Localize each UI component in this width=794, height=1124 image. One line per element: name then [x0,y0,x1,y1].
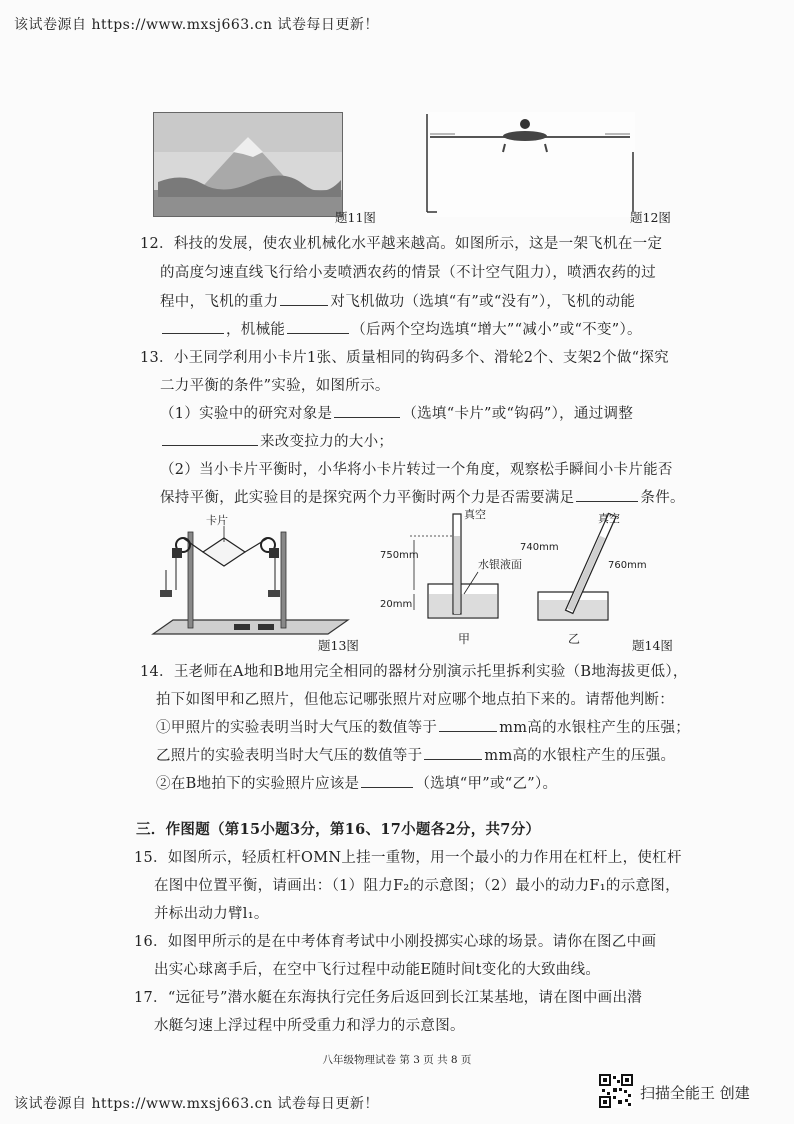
q13-blank-2[interactable] [162,444,258,446]
q14-line4-b: mm高的水银柱产生的压强。 [484,748,676,764]
q14-line4-a: 乙照片的实验表明当时大气压的数值等于 [156,748,423,764]
qr-code-icon [599,1074,633,1108]
q15-line3: 并标出动力臂l₁。 [154,906,269,922]
q14-line4 [156,744,675,765]
fig14-label-750: 750mm [380,550,419,561]
q12-line4-a: ，机械能 [226,322,286,338]
q13-line6-a: 保持平衡，此实验目的是探究两个力平衡时两个力是否需要满足 [160,490,575,506]
scanner-credit: 扫描全能王 创建 [640,1084,750,1102]
q12-line4-b: （后两个空均选填“增大”“减小”或“不变”）。 [351,322,642,338]
q14-line3-b: mm高的水银柱产生的压强； [499,720,691,736]
q16-line1: 16．如图甲所示的是在中考体育考试中小刚投掷实心球的场景。请你在图乙中画 [134,934,657,950]
fig14-mercury-label: 水银液面 [478,558,522,571]
q17-line1: 17．“远征号”潜水艇在东海执行完任务后返回到长江某基地，请在图中画出潜 [134,990,643,1006]
q14-blank-2[interactable] [424,758,482,760]
q13-line4-text: 来改变拉力的大小； [260,434,394,450]
fig14-label-760: 760mm [608,560,647,571]
fig14-diagram [380,500,680,650]
fig13-diagram [148,512,368,647]
page-info: 八年级物理试卷 第 3 页 共 8 页 [322,1054,472,1066]
fig12-caption: 题12图 [630,210,671,225]
q12-line1: 12．科技的发展，使农业机械化水平越来越高。如图所示，这是一架飞机在一定 [140,236,663,252]
fig14-label-yi: 乙 [568,632,581,646]
q14-line1: 14．王老师在A地和B地用完全相同的器材分别演示托里拆利实验（B地海拔更低）， [140,664,688,680]
q14-line5 [156,772,557,793]
q14-line5-b: （选填“甲”或“乙”）。 [415,776,558,792]
q12-blank-2[interactable] [162,332,224,334]
q12-line3-b: 对飞机做功（选填“有”或“没有”），飞机的动能 [330,294,636,310]
q12-blank-1[interactable] [280,304,328,306]
q13-line3-a: （1）实验中的研究对象是 [160,406,333,422]
q12-line2: 的高度匀速直线飞行给小麦喷洒农药的情景（不计空气阻力），喷洒农药的过 [160,265,656,281]
fig14-label-740: 740mm [520,542,559,553]
fig14-vacuum-a: 真空 [464,508,486,521]
fig13-caption: 题13图 [318,638,359,653]
q13-line2: 二力平衡的条件”实验，如图所示。 [160,378,390,394]
q13-line3-b: （选填“卡片”或“钩码”），通过调整 [402,406,634,422]
q14-line2: 拍下如图甲和乙照片，但他忘记哪张照片对应哪个地点拍下来的。请帮他判断： [156,692,674,708]
fig12-image [425,112,635,217]
q12-blank-3[interactable] [287,332,349,334]
fig14-label-20: 20mm [380,599,413,610]
q14-line3-a: ①甲照片的实验表明当时大气压的数值等于 [156,720,438,736]
q13-line1: 13．小王同学利用小卡片1张、质量相同的钩码多个、滑轮2个、支架2个做“探究 [140,350,669,366]
q17-line2: 水艇匀速上浮过程中所受重力和浮力的示意图。 [154,1018,465,1034]
footer-source: 该试卷源自 https://www.mxsj663.cn 试卷每日更新！ [14,1096,379,1112]
q15-line2: 在图中位置平衡，请画出：（1）阻力F₂的示意图；（2）最小的动力F₁的示意图， [154,878,680,894]
q14-blank-1[interactable] [439,730,497,732]
fig14-label-jia: 甲 [458,632,471,646]
fig13-card-label: 卡片 [206,514,228,527]
q15-line1: 15．如图所示，轻质杠杆OMN上挂一重物，用一个最小的力作用在杠杆上，使杠杆 [134,850,682,866]
q16-line2: 出实心球离手后，在空中飞行过程中动能E随时间t变化的大致曲线。 [154,962,601,978]
q13-line4 [160,430,393,451]
q13-line5: （2）当小卡片平衡时，小华将小卡片转过一个角度，观察松手瞬间小卡片能否 [160,462,673,478]
q13-line3 [160,402,633,423]
section3-title: 三．作图题（第15小题3分，第16、17小题各2分，共7分） [136,821,541,838]
fig11-caption: 题11图 [335,210,376,225]
q12-line4 [160,318,642,339]
fig14-caption: 题14图 [632,638,673,653]
fig14-vacuum-b: 真空 [598,512,620,525]
q12-line3-a: 程中，飞机的重力 [160,294,279,310]
q14-line3 [156,716,690,737]
q14-blank-3[interactable] [361,786,413,788]
q13-line6-b: 条件。 [640,490,685,506]
q12-line3 [160,290,635,311]
fig11-image [153,112,343,217]
header-source: 该试卷源自 https://www.mxsj663.cn 试卷每日更新！ [14,17,379,33]
q13-blank-1[interactable] [334,416,400,418]
q14-line5-a: ②在B地拍下的实验照片应该是 [156,776,360,792]
